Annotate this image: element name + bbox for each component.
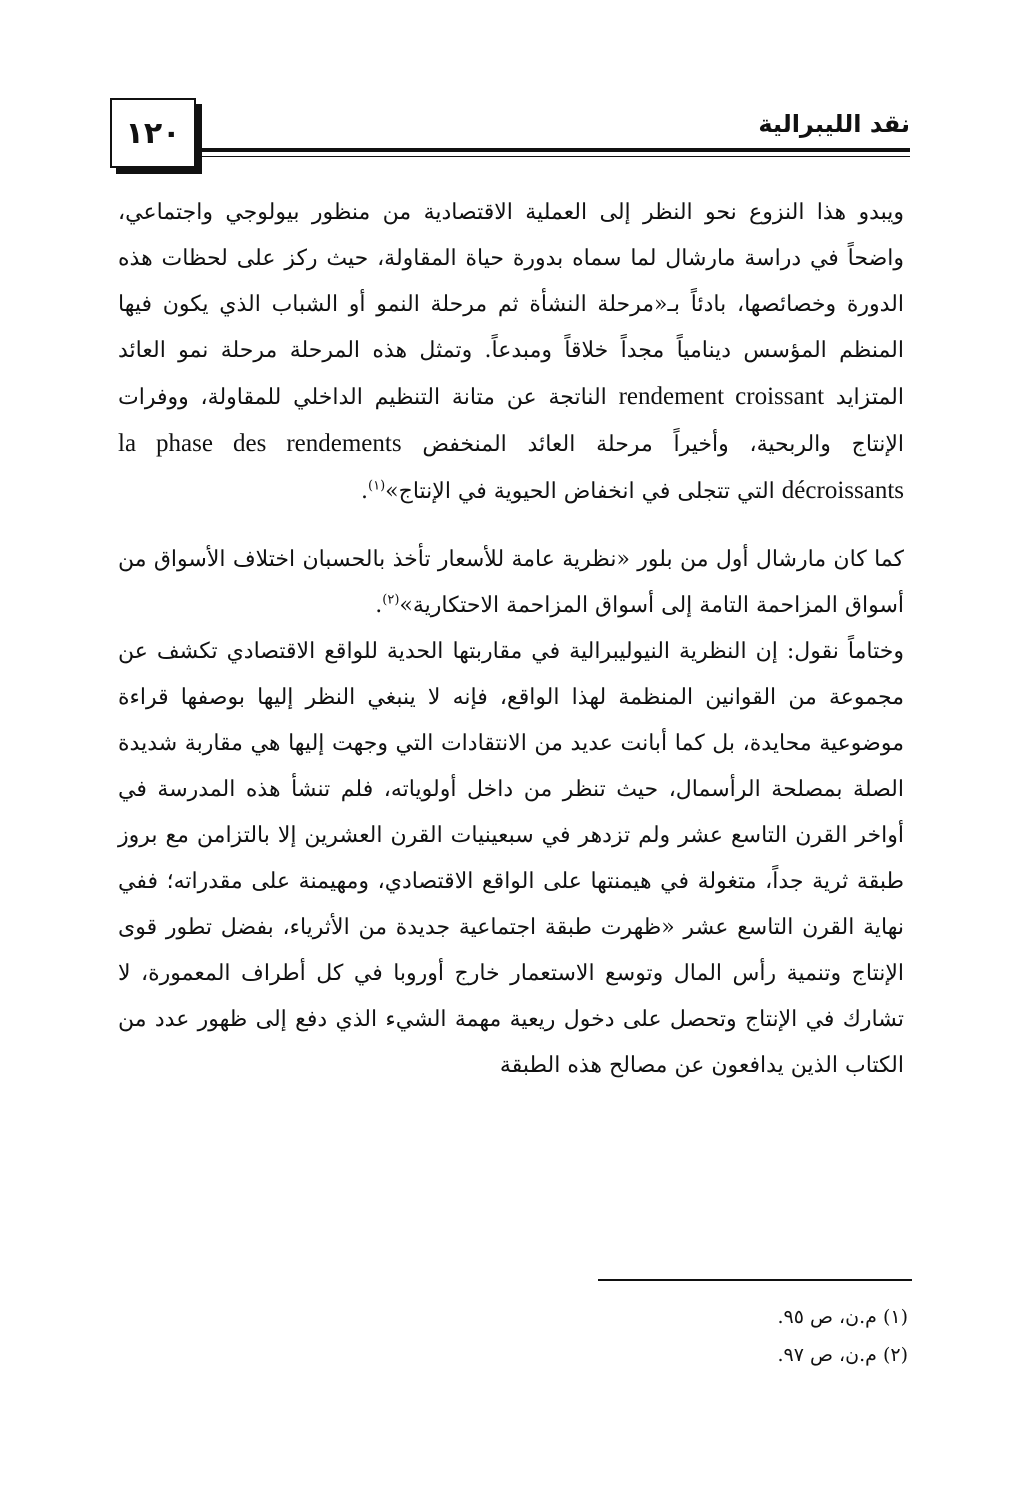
page-header [110, 96, 910, 186]
latin-term-rendement-croissant: rendement croissant [618, 383, 825, 410]
body-text [118, 190, 904, 1089]
paragraph-1 [118, 190, 904, 515]
running-title: نقد الليبرالية [758, 110, 910, 138]
paragraph-2-end: . [375, 593, 383, 618]
page-number: ١٢٠ [110, 98, 196, 168]
header-rule-thin [110, 156, 910, 157]
paragraph-1-end: . [361, 479, 369, 504]
footnote-ref-2: (٢) [382, 592, 400, 608]
paragraph-1-part-c: التي تتجلى في انخفاض الحيوية في الإنتاج» [385, 479, 775, 504]
footnote-ref-1: (١) [368, 478, 386, 494]
footnotes [600, 1298, 908, 1374]
footnote-1: (١) م.ن، ص ٩٥. [777, 1306, 908, 1328]
header-rule-thick [110, 148, 910, 152]
footnote-separator [598, 1279, 912, 1281]
footnote-2: (٢) م.ن، ص ٩٧. [777, 1344, 908, 1366]
paragraph-1-part-a: ويبدو هذا النزوع نحو النظر إلى العملية الاقتصادية من منظور بيولوجي واجتماعي، واضحاً في دراسة مارشال لما سماه بدورة حياة المقاولة، حيث ركز على لحظات هذه الدورة وخصائصها، بادئاً بـ«مرحلة النشأة ثم مرحلة النمو أو الشباب الذي يكون فيها المنظم المؤسس دينامياً مجداً خلاقاً ومبدعاً. وتمثل هذه المرحلة مرحلة نمو العائد المتزايد [118, 200, 904, 410]
latin-term-rendements-decroissants: la phase des rendements décroissants [118, 430, 904, 504]
paragraph-3: وختاماً نقول: إن النظرية النيوليبرالية في مقاربتها الحدية للواقع الاقتصادي تكشف عن مجموعة من القوانين المنظمة لهذا الواقع، فإنه لا ينبغي النظر إليها بوصفها قراءة موضوعية محايدة، بل كما أبانت عديد من الانتقادات التي وجهت إليها هي مقاربة شديدة الصلة بمصلحة الرأسمال، حيث تنظر من داخل أولوياته، فلم تنشأ هذه المدرسة في أواخر القرن التاسع عشر ولم تزدهر في سبعينيات القرن العشرين إلا بالتزامن مع بروز طبقة ثرية جداً، متغولة في هيمنتها على الواقع الاقتصادي، ومهيمنة على مقدراته؛ ففي نهاية القرن التاسع عشر «ظهرت طبقة اجتماعية جديدة من الأثرياء، بفضل تطور قوى الإنتاج وتنمية رأس المال وتوسع الاستعمار خارج أوروبا في كل أطراف المعمورة، لا تشارك في الإنتاج وتحصل على دخول ريعية مهمة الشيء الذي دفع إلى ظهور عدد من الكتاب الذين يدافعون عن مصالح هذه الطبقة [118, 639, 904, 1078]
paragraph-2 [118, 537, 904, 629]
paragraph-2-text: كما كان مارشال أول من بلور «نظرية عامة للأسعار تأخذ بالحسبان اختلاف الأسواق من أسواق المزاحمة التامة إلى أسواق المزاحمة الاحتكارية» [118, 547, 904, 618]
paragraph-1-part-b: الناتجة عن متانة التنظيم الداخلي للمقاولة، ووفرات الإنتاج والربحية، وأخيراً مرحلة العائد المنخفض [118, 385, 904, 457]
